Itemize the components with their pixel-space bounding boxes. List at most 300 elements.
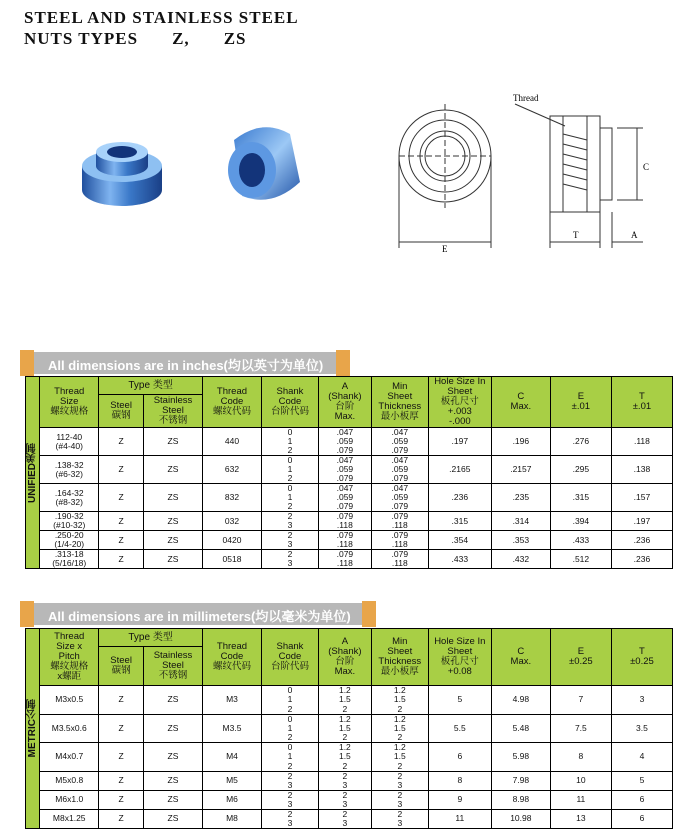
header-line: Shank xyxy=(276,641,304,652)
cell-shank-code: 3 xyxy=(261,559,318,569)
cell-c: .2157 xyxy=(491,456,550,484)
cell-steel: Z xyxy=(99,484,144,512)
cell-shank-code: 0 xyxy=(261,484,318,494)
th-shank-code xyxy=(261,629,318,686)
header-line: Code xyxy=(278,396,302,407)
cell-thread-code: 440 xyxy=(202,428,261,456)
metric-banner-text: All dimensions are in millimeters(均以毫米为单位) xyxy=(48,609,351,624)
header-line: Size xyxy=(59,396,79,407)
cell-a: .079 xyxy=(318,474,371,484)
cell-steel: Z xyxy=(99,714,144,743)
cell-a: .059 xyxy=(318,437,371,446)
thread-size: .250-20 xyxy=(54,530,84,540)
th-stainless xyxy=(143,395,202,428)
cell-min-sheet: 2 xyxy=(371,733,428,743)
cell-hole-size: 5 xyxy=(428,686,491,715)
cell-min-sheet: .047 xyxy=(371,484,428,494)
cell-c: .235 xyxy=(491,484,550,512)
cell-c: 8.98 xyxy=(491,790,550,809)
cell-shank-code: 2 xyxy=(261,531,318,541)
cell-min-sheet: 1.5 xyxy=(371,752,428,762)
cell-c: 10.98 xyxy=(491,809,550,828)
cell-t: 4 xyxy=(611,743,672,772)
header-line: C xyxy=(517,391,525,402)
thread-size: .190-32 xyxy=(54,511,84,521)
cell-c: 5.98 xyxy=(491,743,550,772)
cell-thread-code: 0420 xyxy=(202,531,261,550)
cell-min-sheet: .079 xyxy=(371,474,428,484)
cell-min-sheet: 2 xyxy=(371,762,428,772)
header-line: -.000 xyxy=(448,416,471,427)
thread-size: .313-18 xyxy=(54,549,84,559)
cell-a: 1.5 xyxy=(318,724,371,734)
nut-photo-front xyxy=(72,132,172,212)
cell-thread-size xyxy=(40,743,99,772)
header-line: Thread xyxy=(54,631,85,642)
header-line: 最小板厚 xyxy=(380,666,419,677)
th-min-sheet xyxy=(371,629,428,686)
cell-steel: Z xyxy=(99,512,144,531)
header-line: (Shank) xyxy=(328,646,362,657)
cell-hole-size: .2165 xyxy=(428,456,491,484)
header-line: Thread xyxy=(216,386,248,397)
cell-shank-code: 1 xyxy=(261,695,318,705)
header-line: C xyxy=(517,646,525,657)
cell-e: .512 xyxy=(550,550,611,569)
cell-a: 2 xyxy=(318,762,371,772)
header-line: Steel xyxy=(162,405,184,417)
header-line: +.003 xyxy=(447,406,472,417)
cell-c: 5.48 xyxy=(491,714,550,743)
header-line: 不锈钢 xyxy=(158,670,188,682)
cell-min-sheet: 3 xyxy=(371,800,428,810)
header-line: Stainless xyxy=(153,395,193,407)
cell-a: .047 xyxy=(318,428,371,438)
cell-min-sheet: .059 xyxy=(371,437,428,446)
th-e xyxy=(550,377,611,428)
cell-shank-code: 0 xyxy=(261,743,318,753)
cell-thread-size xyxy=(40,809,99,828)
cell-thread-code: M4 xyxy=(202,743,261,772)
cell-hole-size: .433 xyxy=(428,550,491,569)
cell-t: .236 xyxy=(611,550,672,569)
cell-a: 1.5 xyxy=(318,695,371,705)
thread-size: M5x0.8 xyxy=(55,775,84,785)
cell-thread-size xyxy=(40,771,99,790)
title-type-z: Z, xyxy=(172,29,190,48)
cell-steel: Z xyxy=(99,531,144,550)
cell-min-sheet: 1.2 xyxy=(371,714,428,724)
cell-shank-code: 0 xyxy=(261,686,318,696)
cell-min-sheet: 3 xyxy=(371,819,428,829)
technical-drawing xyxy=(385,90,675,260)
header-line: 板孔尺寸 xyxy=(440,656,479,667)
cell-shank-code: 1 xyxy=(261,493,318,502)
cell-shank-code: 3 xyxy=(261,540,318,550)
cell-c: .314 xyxy=(491,512,550,531)
th-thread-code xyxy=(202,377,261,428)
cell-thread-size xyxy=(40,484,99,512)
inch-banner-text: All dimensions are in inches(均以英寸为单位) xyxy=(48,358,324,373)
header-line: Steel xyxy=(110,655,132,667)
cell-hole-size: 5.5 xyxy=(428,714,491,743)
cell-steel: Z xyxy=(99,550,144,569)
cell-hole-size: 8 xyxy=(428,771,491,790)
cell-shank-code: 1 xyxy=(261,724,318,734)
cell-a: 2 xyxy=(318,705,371,715)
label-e: E xyxy=(442,244,448,254)
header-line: 螺纹规格 xyxy=(50,661,89,672)
header-line: 板孔尺寸 xyxy=(440,396,479,407)
header-line: A xyxy=(341,381,349,392)
cell-shank-code: 2 xyxy=(261,446,318,456)
cell-t: 6 xyxy=(611,790,672,809)
thread-size-alt: (5/16/18) xyxy=(52,558,87,568)
th-type: Type 类型 xyxy=(99,629,203,647)
cell-shank-code: 0 xyxy=(261,714,318,724)
cell-shank-code: 2 xyxy=(261,733,318,743)
header-line: Min xyxy=(392,636,408,647)
cell-hole-size: .236 xyxy=(428,484,491,512)
cell-shank-code: 1 xyxy=(261,437,318,446)
cell-thread-code: 032 xyxy=(202,512,261,531)
header-line: Code xyxy=(220,396,244,407)
cell-thread-size xyxy=(40,686,99,715)
header-line: 台阶代码 xyxy=(270,661,309,672)
cell-steel: Z xyxy=(99,809,144,828)
cell-shank-code: 2 xyxy=(261,512,318,522)
header-line: Max. xyxy=(510,401,532,412)
th-e xyxy=(550,629,611,686)
cell-e: 10 xyxy=(550,771,611,790)
cell-shank-code: 2 xyxy=(261,705,318,715)
header-line: Size x xyxy=(56,641,83,652)
cell-min-sheet: 2 xyxy=(371,790,428,800)
cell-min-sheet: .059 xyxy=(371,465,428,474)
cell-e: .315 xyxy=(550,484,611,512)
cell-a: .118 xyxy=(318,559,371,569)
header-line: +0.08 xyxy=(447,666,472,677)
cell-a: .047 xyxy=(318,456,371,466)
header-line: A xyxy=(341,636,349,647)
cell-a: .118 xyxy=(318,521,371,531)
header-line: ±.01 xyxy=(571,401,591,412)
cell-min-sheet: .118 xyxy=(371,521,428,531)
cell-a: .059 xyxy=(318,493,371,502)
thread-size: .138-32 xyxy=(54,459,84,470)
cell-a: .079 xyxy=(318,512,371,522)
cell-stainless: ZS xyxy=(143,714,202,743)
cell-shank-code: 0 xyxy=(261,428,318,438)
header-line: Steel xyxy=(110,400,132,412)
header-line: Thickness xyxy=(378,656,422,667)
cell-shank-code: 2 xyxy=(261,771,318,781)
cell-a: 2 xyxy=(318,771,371,781)
header-line: E xyxy=(577,646,585,657)
cell-a: .059 xyxy=(318,465,371,474)
cell-shank-code: 2 xyxy=(261,502,318,512)
cell-c: .196 xyxy=(491,428,550,456)
th-c xyxy=(491,629,550,686)
cell-shank-code: 0 xyxy=(261,456,318,466)
cell-min-sheet: 3 xyxy=(371,781,428,791)
header-line: Code xyxy=(220,651,244,662)
th-hole-size xyxy=(428,377,491,428)
header-line: Sheet xyxy=(387,646,413,657)
cell-steel: Z xyxy=(99,428,144,456)
header-line: Sheet xyxy=(447,646,473,657)
cell-stainless: ZS xyxy=(143,531,202,550)
th-steel xyxy=(99,647,144,686)
header-line: Thread xyxy=(54,386,85,397)
side-label: METRIC公制 xyxy=(26,629,40,829)
cell-t: .157 xyxy=(611,484,672,512)
cell-shank-code: 3 xyxy=(261,800,318,810)
cell-thread-size xyxy=(40,531,99,550)
th-type: Type 类型 xyxy=(99,377,203,395)
th-t xyxy=(611,377,672,428)
cell-e: 8 xyxy=(550,743,611,772)
cell-min-sheet: .118 xyxy=(371,540,428,550)
cell-steel: Z xyxy=(99,743,144,772)
cell-a: .047 xyxy=(318,484,371,494)
cell-min-sheet: 1.5 xyxy=(371,695,428,705)
cell-min-sheet: 2 xyxy=(371,771,428,781)
cell-thread-size xyxy=(40,512,99,531)
header-line: Max. xyxy=(510,656,532,667)
cell-a: 3 xyxy=(318,781,371,791)
th-hole-size xyxy=(428,629,491,686)
thread-size: M4x0.7 xyxy=(55,751,84,762)
cell-min-sheet: 1.5 xyxy=(371,724,428,734)
cell-hole-size: .315 xyxy=(428,512,491,531)
cell-a: .079 xyxy=(318,446,371,456)
cell-steel: Z xyxy=(99,686,144,715)
cell-min-sheet: 1.2 xyxy=(371,686,428,696)
header-line: Thread xyxy=(216,641,248,652)
side-label: UNIFIED美制 xyxy=(26,377,40,569)
cell-c: 4.98 xyxy=(491,686,550,715)
cell-min-sheet: .079 xyxy=(371,502,428,512)
header-line: Min xyxy=(392,381,408,392)
cell-stainless: ZS xyxy=(143,743,202,772)
header-line: 最小板厚 xyxy=(380,411,419,422)
thread-size: .164-32 xyxy=(54,487,84,498)
cell-thread-code: M3 xyxy=(202,686,261,715)
header-line: Shank xyxy=(276,386,304,397)
th-steel xyxy=(99,395,144,428)
cell-e: .295 xyxy=(550,456,611,484)
cell-thread-code: M5 xyxy=(202,771,261,790)
cell-hole-size: 6 xyxy=(428,743,491,772)
cell-a: 1.5 xyxy=(318,752,371,762)
cell-c: 7.98 xyxy=(491,771,550,790)
cell-shank-code: 3 xyxy=(261,521,318,531)
thread-size-alt: (#10-32) xyxy=(53,520,86,530)
cell-shank-code: 3 xyxy=(261,781,318,791)
thread-size-alt: (1/4-20) xyxy=(54,539,85,549)
thread-size-alt: (#6-32) xyxy=(55,468,83,479)
header-line: (Shank) xyxy=(328,391,362,402)
cell-min-sheet: .059 xyxy=(371,493,428,502)
th-t xyxy=(611,629,672,686)
th-min-sheet xyxy=(371,377,428,428)
header-line: Sheet xyxy=(387,391,413,402)
header-line: 螺纹代码 xyxy=(212,661,251,672)
cell-min-sheet: .079 xyxy=(371,512,428,522)
cell-stainless: ZS xyxy=(143,550,202,569)
cell-e: 7.5 xyxy=(550,714,611,743)
header-line: Steel xyxy=(162,660,184,672)
header-line: ±0.25 xyxy=(630,656,654,667)
header-line: T xyxy=(639,646,645,657)
cell-t: .197 xyxy=(611,512,672,531)
cell-stainless: ZS xyxy=(143,809,202,828)
header-line: 螺纹规格 xyxy=(50,406,89,417)
cell-a: 1.2 xyxy=(318,714,371,724)
metric-dimensions-table xyxy=(25,628,673,829)
header-line: T xyxy=(639,391,645,402)
cell-thread-code: M8 xyxy=(202,809,261,828)
cell-steel: Z xyxy=(99,456,144,484)
cell-min-sheet: 1.2 xyxy=(371,743,428,753)
header-line: 台阶 xyxy=(335,656,355,667)
cell-e: 11 xyxy=(550,790,611,809)
inch-dimensions-table xyxy=(25,376,673,569)
cell-shank-code: 2 xyxy=(261,474,318,484)
cell-a: 3 xyxy=(318,819,371,829)
cell-thread-size xyxy=(40,456,99,484)
th-thread-size xyxy=(40,629,99,686)
header-line: 台阶代码 xyxy=(270,406,309,417)
label-t: T xyxy=(573,230,579,240)
cell-e: 7 xyxy=(550,686,611,715)
title-nuts-types: NUTS TYPES xyxy=(24,29,139,48)
thread-size: M3.5x0.6 xyxy=(51,722,87,733)
cell-thread-code: M6 xyxy=(202,790,261,809)
cell-a: .079 xyxy=(318,550,371,560)
header-line: Code xyxy=(278,651,302,662)
cell-a: 2 xyxy=(318,790,371,800)
cell-t: 5 xyxy=(611,771,672,790)
title-line-1: STEEL AND STAINLESS STEEL xyxy=(24,8,299,27)
cell-c: .432 xyxy=(491,550,550,569)
cell-min-sheet: .079 xyxy=(371,550,428,560)
thread-size: 112-40 xyxy=(56,431,83,442)
cell-stainless: ZS xyxy=(143,512,202,531)
cell-min-sheet: 2 xyxy=(371,809,428,819)
header-line: Hole Size In xyxy=(434,376,486,387)
th-a xyxy=(318,629,371,686)
cell-t: .236 xyxy=(611,531,672,550)
cell-t: 6 xyxy=(611,809,672,828)
label-c: C xyxy=(643,162,650,172)
th-thread-code xyxy=(202,629,261,686)
header-line: 碳钢 xyxy=(111,410,131,422)
cell-t: 3.5 xyxy=(611,714,672,743)
cell-thread-size xyxy=(40,550,99,569)
cell-thread-code: 632 xyxy=(202,456,261,484)
cell-shank-code: 1 xyxy=(261,465,318,474)
th-thread-size xyxy=(40,377,99,428)
header-line: ±.01 xyxy=(632,401,652,412)
cell-steel: Z xyxy=(99,771,144,790)
cell-stainless: ZS xyxy=(143,771,202,790)
cell-min-sheet: .079 xyxy=(371,531,428,541)
header-line: x螺距 xyxy=(57,671,82,682)
th-shank-code xyxy=(261,377,318,428)
cell-a: .079 xyxy=(318,531,371,541)
thread-size-alt: (#4-40) xyxy=(55,440,83,451)
cell-min-sheet: .047 xyxy=(371,428,428,438)
label-thread: Thread xyxy=(513,93,539,103)
cell-shank-code: 1 xyxy=(261,752,318,762)
th-c xyxy=(491,377,550,428)
cell-hole-size: 9 xyxy=(428,790,491,809)
title-line-2 xyxy=(24,29,246,49)
cell-thread-code: 832 xyxy=(202,484,261,512)
cell-shank-code: 3 xyxy=(261,819,318,829)
cell-thread-size xyxy=(40,714,99,743)
header-line: Stainless xyxy=(153,650,193,662)
cell-min-sheet: .118 xyxy=(371,559,428,569)
thread-size: M3x0.5 xyxy=(55,694,84,705)
header-line: Max. xyxy=(334,411,356,422)
cell-min-sheet: 2 xyxy=(371,705,428,715)
header-line: Thickness xyxy=(378,401,422,412)
cell-shank-code: 2 xyxy=(261,809,318,819)
cell-hole-size: 11 xyxy=(428,809,491,828)
cell-thread-size xyxy=(40,790,99,809)
cell-stainless: ZS xyxy=(143,790,202,809)
cell-thread-code: M3.5 xyxy=(202,714,261,743)
header-line: 螺纹代码 xyxy=(212,406,251,417)
cell-a: .118 xyxy=(318,540,371,550)
thread-size-alt: (#8-32) xyxy=(55,496,83,507)
header-line: Pitch xyxy=(58,651,80,662)
th-stainless xyxy=(143,647,202,686)
header-line: E xyxy=(577,391,585,402)
header-line: 碳钢 xyxy=(111,665,131,677)
header-line: 不锈钢 xyxy=(158,415,188,427)
cell-c: .353 xyxy=(491,531,550,550)
cell-e: .394 xyxy=(550,512,611,531)
cell-thread-size xyxy=(40,428,99,456)
header-line: ±0.25 xyxy=(569,656,593,667)
title-type-zs: ZS xyxy=(223,29,247,48)
header-line: Max. xyxy=(334,666,356,677)
cell-a: 1.2 xyxy=(318,743,371,753)
cell-shank-code: 2 xyxy=(261,550,318,560)
cell-shank-code: 2 xyxy=(261,790,318,800)
cell-a: .079 xyxy=(318,502,371,512)
cell-stainless: ZS xyxy=(143,428,202,456)
cell-steel: Z xyxy=(99,790,144,809)
cell-shank-code: 2 xyxy=(261,762,318,772)
cell-t: 3 xyxy=(611,686,672,715)
th-a xyxy=(318,377,371,428)
header-line: Hole Size In xyxy=(434,636,486,647)
cell-stainless: ZS xyxy=(143,484,202,512)
nut-photo-angled xyxy=(212,112,308,214)
cell-t: .138 xyxy=(611,456,672,484)
cell-min-sheet: .079 xyxy=(371,446,428,456)
cell-t: .118 xyxy=(611,428,672,456)
cell-a: 3 xyxy=(318,800,371,810)
cell-a: 2 xyxy=(318,809,371,819)
header-line: 台阶 xyxy=(335,401,355,412)
thread-size: M6x1.0 xyxy=(55,794,84,804)
